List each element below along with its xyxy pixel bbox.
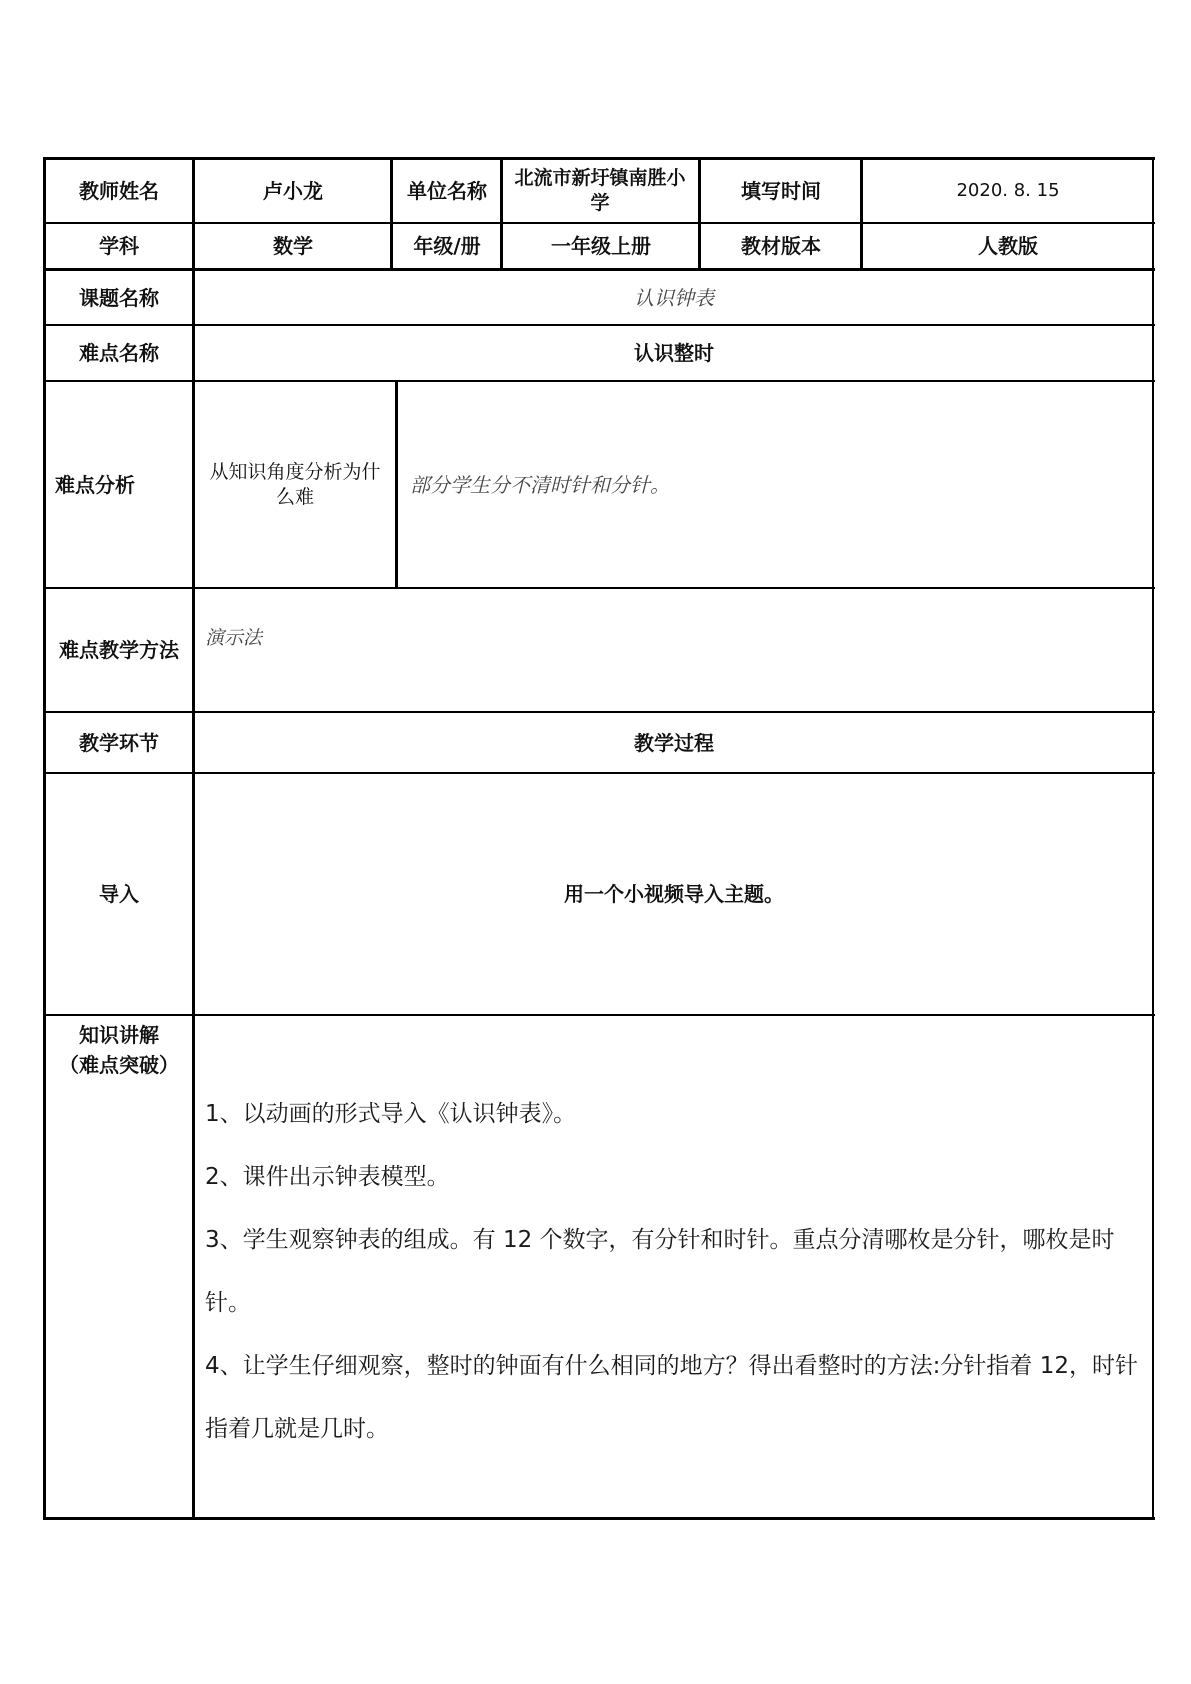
step-item: 3、学生观察钟表的组成。有 12 个数字，有分针和时针。重点分清哪枚是分针，哪枚是时针。 [205, 1227, 1115, 1316]
subject-label: 学科 [99, 234, 139, 258]
process-value: 教学过程 [634, 730, 714, 755]
unit-label: 单位名称 [407, 179, 487, 203]
date-value: 2020. 8. 15 [956, 180, 1060, 202]
knowledge-steps [205, 1083, 1145, 1461]
analysis-value: 部分学生分不清时针和分针。 [410, 472, 670, 497]
subject-value: 数学 [273, 234, 313, 258]
process-label: 教学环节 [79, 730, 159, 755]
rule-bottom [43, 1517, 1155, 1520]
column-divider [395, 381, 398, 588]
rule [43, 587, 1155, 589]
method-label: 难点教学方法 [59, 638, 179, 662]
topic-value: 认识钟表 [634, 285, 714, 310]
knowledge-sublabel: （难点突破） [59, 1053, 179, 1077]
step-item: 4、让学生仔细观察，整时的钟面有什么相同的地方？得出看整时的方法:分针指着 12，时针指着几就是几时。 [205, 1353, 1138, 1442]
intro-value: 用一个小视频导入主题。 [564, 882, 784, 906]
knowledge-label: 知识讲解 [79, 1023, 159, 1047]
difficulty-value: 认识整时 [634, 341, 714, 365]
intro-label: 导入 [99, 882, 139, 906]
topic-label: 课题名称 [79, 285, 159, 310]
step-item: 1、以动画的形式导入《认识钟表》。 [205, 1101, 577, 1127]
difficulty-label: 难点名称 [79, 341, 159, 365]
analysis-sub-label: 从知识角度分析为什么难 [209, 460, 381, 508]
step-item: 2、课件出示钟表模型。 [205, 1164, 450, 1190]
grade-label: 年级/册 [413, 234, 481, 258]
date-label: 填写时间 [741, 179, 821, 203]
analysis-label: 难点分析 [55, 472, 135, 497]
unit-name: 北流市新圩镇南胜小学 [514, 167, 686, 214]
edition-value: 人教版 [978, 234, 1038, 258]
teacher-name: 卢小龙 [263, 179, 323, 203]
edition-label: 教材版本 [741, 234, 821, 258]
rule [43, 1014, 1155, 1016]
teacher-label: 教师姓名 [79, 179, 159, 203]
grade-value: 一年级上册 [551, 234, 651, 258]
method-value: 演示法 [205, 626, 263, 649]
